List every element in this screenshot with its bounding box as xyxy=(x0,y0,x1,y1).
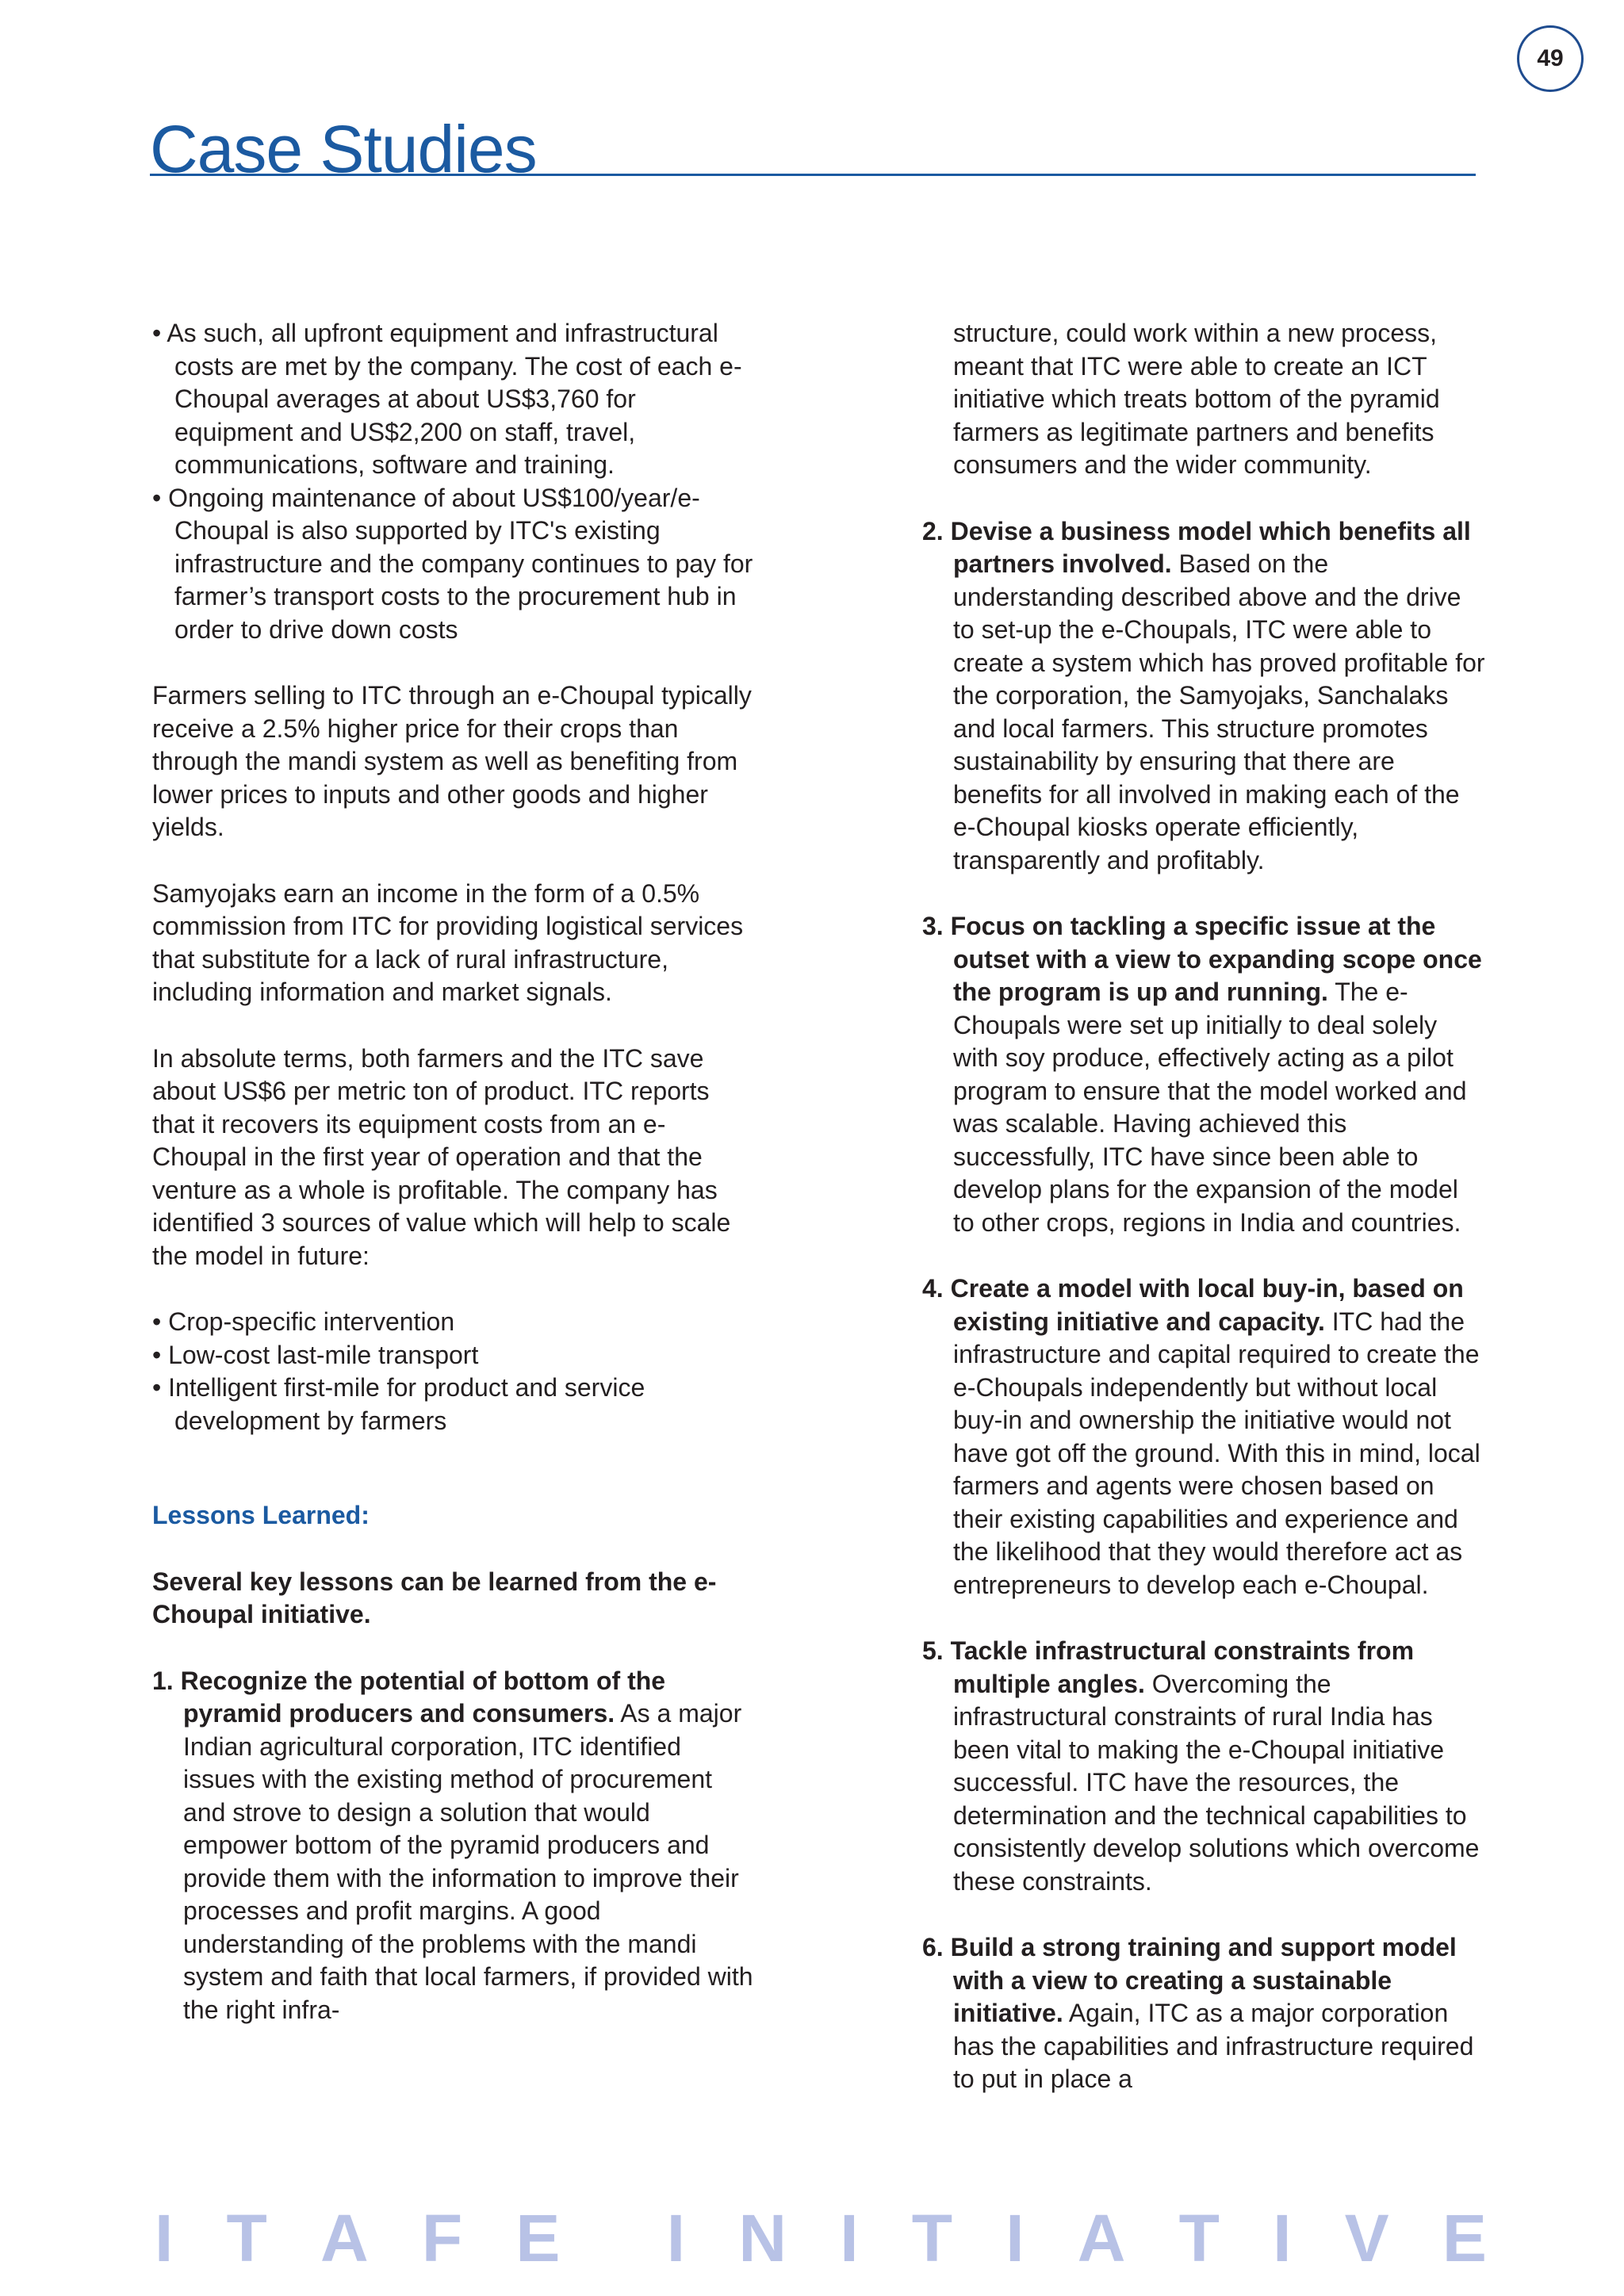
lesson-6 xyxy=(922,1931,1485,2096)
value-source-item: • Intelligent first-mile for product and service development by farmers xyxy=(152,1373,645,1435)
left-column xyxy=(152,317,755,2026)
footer-letter: A xyxy=(1077,2201,1126,2275)
lesson-4-body: ITC had the infrastructure and capital required to create the e-Choupals independently but without local buy-in and ownership the initiative would not have got off the ground. With this in mind, local farmers and agents were chosen based on their existing capabilities and experience and the likelihood that they would therefore act as entrepreneurs to develop each e-Choupal. xyxy=(953,1307,1480,1599)
lesson-3 xyxy=(922,910,1485,1239)
lesson-6-body: Again, ITC as a major corporation has the capabilities and infrastructure required to put in place a xyxy=(953,1999,1474,2093)
lesson-5 xyxy=(922,1635,1485,1898)
page-title: Case Studies xyxy=(150,112,537,186)
lessons-heading: Lessons Learned: xyxy=(152,1501,370,1529)
footer-letter: E xyxy=(515,2201,561,2275)
footer-letter: V xyxy=(1344,2201,1389,2275)
footer-letter: T xyxy=(226,2201,267,2275)
footer-letter: I xyxy=(840,2201,859,2275)
footer-letter: F xyxy=(421,2201,463,2275)
value-source-item: • Low-cost last-mile transport xyxy=(152,1340,479,1369)
lesson-2-lead: 2. Devise a business model which benefits all partners involved. xyxy=(922,516,1471,578)
footer-letter: T xyxy=(911,2201,953,2275)
maintenance-bullet: • Ongoing maintenance of about US$100/year/e-Choupal is also supported by ITC's existing infrastructure and the company continues to pay for farmer’s transport costs to the procurement hub in order to drive down costs xyxy=(152,483,753,644)
lesson-4-lead: 4. Create a model with local buy-in, based on existing initiative and capacity. xyxy=(922,1274,1464,1336)
footer-letter: A xyxy=(320,2201,369,2275)
lesson-5-body: Overcoming the infrastructural constraints of rural India has been vital to making the e-Choupal initiative successful. ITC have the resources, the determination and the technical capabilities to consistently develop solutions which overcome these constraints. xyxy=(953,1669,1480,1896)
absolute-terms-paragraph: In absolute terms, both farmers and the ITC save about US$6 per metric ton of product. ITC reports that it recovers its equipment costs from an e-Choupal in the first year of operation and that the venture as a whole is profitable. The company has identified 3 sources of value which will help to scale the model in future: xyxy=(152,1043,731,1270)
lesson-3-body: The e-Choupals were set up initially to deal solely with soy produce, effectively acting as a pilot program to ensure that the model worked and was scalable. Having achieved this successfully, ITC have since been able to develop plans for the expansion of the model to other crops, regions in India and countries. xyxy=(953,978,1467,1237)
footer-letter: I xyxy=(1273,2201,1292,2275)
title-rule xyxy=(150,174,1476,176)
lesson-6-lead: 6. Build a strong training and support model with a view to creating a sustainable initiative. xyxy=(922,1933,1457,2027)
footer-letter: N xyxy=(738,2201,787,2275)
footer-letter: I xyxy=(1005,2201,1025,2275)
farmers-paragraph: Farmers selling to ITC through an e-Choupal typically receive a 2.5% higher price for their crops than through the mandi system as well as benefiting from lower prices to inputs and other goods and higher yields. xyxy=(152,681,752,841)
lesson-5-lead: 5. Tackle infrastructural constraints from multiple angles. xyxy=(922,1636,1415,1698)
page-number: 49 xyxy=(1517,25,1584,92)
lesson-2 xyxy=(922,515,1485,878)
footer-letter: I xyxy=(155,2201,174,2275)
lesson-2-body: Based on the understanding described above and the drive to set-up the e-Choupals, ITC were able to create a system which has proved profitable for the corporation, the Samyojaks, Sanchalaks and local farmers. This structure promotes sustainability by ensuring that there are benefits for all involved in making each of the e-Choupal kiosks operate efficiently, transparently and profitably. xyxy=(953,549,1485,874)
lesson-1 xyxy=(152,1665,755,2027)
lesson-1-body: As a major Indian agricultural corporation, ITC identified issues with the existing method of procurement and strove to design a solution that would empower bottom of the pyramid producers and provide them with the information to improve their processes and profit margins. A good understanding of the problems with the mandi system and faith that local farmers, if provided with the right infra- xyxy=(183,1699,753,2024)
footer-letter: E xyxy=(1442,2201,1487,2275)
lesson-1-lead: 1. Recognize the potential of bottom of the pyramid producers and consumers. xyxy=(152,1666,666,1728)
footer-letter: I xyxy=(666,2201,686,2275)
footer-letter: T xyxy=(1178,2201,1220,2275)
lesson-3-lead: 3. Focus on tackling a specific issue at the outset with a view to expanding scope once the program is up and running. xyxy=(922,912,1482,1006)
right-column xyxy=(922,317,1485,2096)
lesson-1-continuation: structure, could work within a new process, meant that ITC were able to create an ICT initiative which treats bottom of the pyramid farmers as legitimate partners and benefits consumers and the wider community. xyxy=(953,319,1440,479)
lessons-intro: Several key lessons can be learned from the e-Choupal initiative. xyxy=(152,1567,717,1628)
cost-bullet: • As such, all upfront equipment and infrastructural costs are met by the company. The cost of each e-Choupal averages at about US$3,760 for equipment and US$2,200 on staff, travel, communications, software and training. xyxy=(152,319,742,479)
itafe-initiative-footer xyxy=(155,2202,1487,2274)
value-source-item: • Crop-specific intervention xyxy=(152,1307,455,1336)
samyojaks-paragraph: Samyojaks earn an income in the form of a 0.5% commission from ITC for providing logistical services that substitute for a lack of rural infrastructure, including information and market signals. xyxy=(152,878,744,1006)
lesson-4 xyxy=(922,1272,1485,1601)
